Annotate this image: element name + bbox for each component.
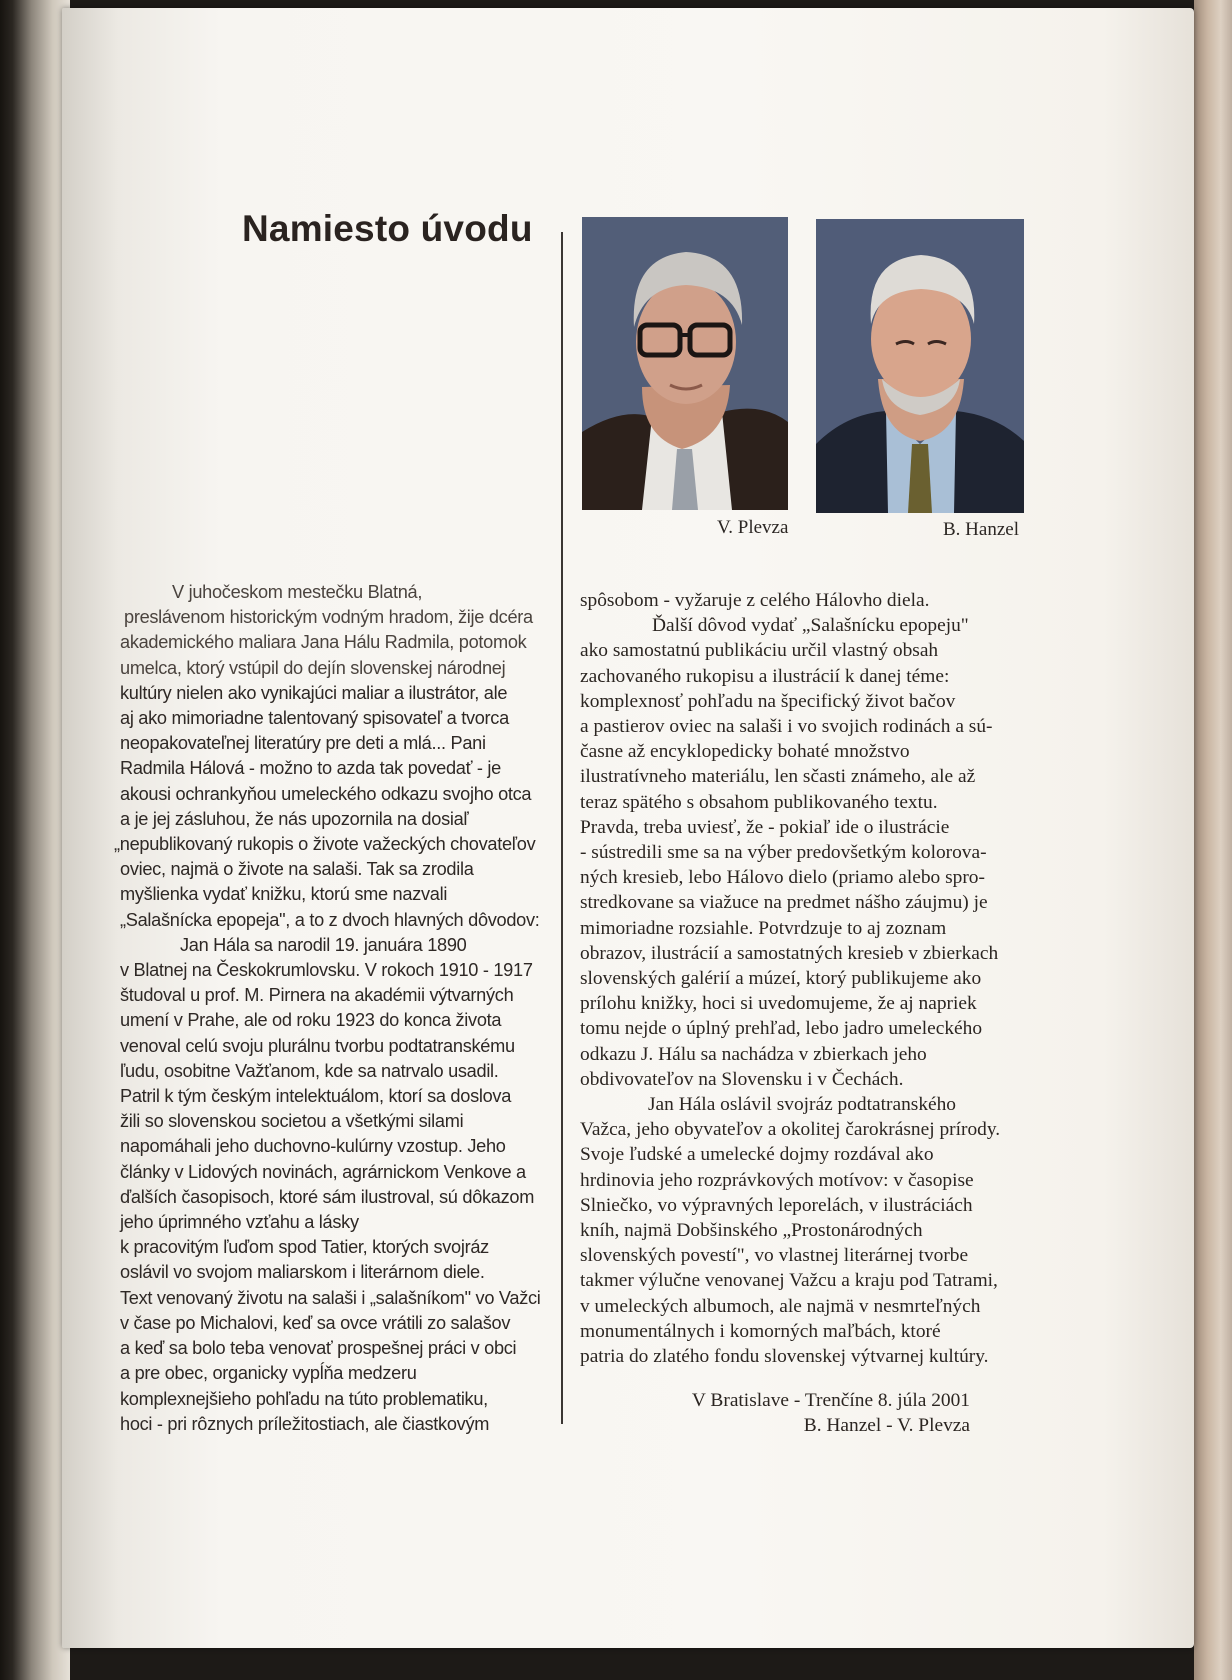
text-line: Radmila Hálová - možno to azda tak povedať - je [120,758,501,779]
signature-authors: B. Hanzel - V. Plevza [803,1415,970,1436]
text-line: zachovaného rukopisu a ilustrácií k danej téme: [580,665,950,687]
text-line: v umeleckých albumoch, ale najmä v nesmrteľných [580,1295,981,1317]
text-line: preslávenom historickým vodným hradom, žije dcéra [124,607,533,628]
text-line: neopakovateľnej literatúry pre deti a mlá... Pani [120,733,486,754]
portrait-hanzel-illustration [816,219,1024,513]
text-line: Slniečko, vo výpravných leporelách, v ilustráciách [580,1194,973,1216]
text-line: v Blatnej na Českokrumlovsku. V rokoch 1910 - 1917 [120,960,533,981]
text-line: hoci - pri rôznych príležitostiach, ale čiastkovým [120,1413,490,1434]
text-line: kultúry nielen ako vynikajúci maliar a ilustrátor, ale [120,682,508,703]
text-line: ľudu, osobitne Važťanom, kde sa natrvalo usadil. [120,1060,499,1081]
text-line: a je jej zásluhou, že nás upozornila na dosiaľ [120,808,469,829]
text-line: umelca, ktorý vstúpil do dejín slovenskej národnej [120,657,506,678]
photo-caption-plevza: V. Plevza [717,517,789,538]
text-line: V juhočeskom mestečku Blatná, [172,582,423,602]
text-line: „Salašnícka epopeja", a to z dvoch hlavných dôvodov: [120,909,540,930]
text-line: monumentálnych i komorných maľbách, ktoré [580,1320,941,1342]
text-line: študoval u prof. M. Pirnera na akadémii výtvarných [120,985,514,1006]
text-line: prílohu knižky, hoci si uvedomujeme, že aj napriek [580,993,977,1015]
book-binding [0,0,70,1680]
text-line: hrdinovia jeho rozprávkových motívov: v časopise [580,1169,974,1191]
text-line: k pracovitým ľuďom spod Tatier, ktorých svojráz [120,1237,489,1258]
text-line: - sústredili sme sa na výber predovšetkým kolorova- [580,842,987,864]
text-line: jeho úprimného vzťahu a lásky [120,1212,359,1233]
text-line: obdivovateľov na Slovensku i v Čechách. [580,1068,904,1090]
text-line: časne až encyklopedicky bohaté množstvo [580,741,910,763]
text-line: ilustratívneho materiálu, len sčasti známeho, ale až [580,766,976,788]
photo-caption-hanzel: B. Hanzel [943,519,1019,540]
text-line: ných kresieb, lebo Hálovo dielo (priamo alebo spro- [580,867,985,889]
text-line: teraz spätého s obsahom publikovaného textu. [580,791,938,813]
text-line: Pravda, treba uviesť, že - pokiaľ ide o ilustrácie [580,816,950,838]
text-line: komplexnosť pohľadu na špecifický život bačov [580,690,956,712]
text-line: „nepublikovaný rukopis o živote važeckých chovateľov [114,834,536,855]
page-title: Namiesto úvodu [242,208,533,249]
text-line: mimoriadne rozsiahle. Potvrdzuje to aj zoznam [580,917,947,939]
text-line: tomu nejde o úplný prehľad, lebo jadro umeleckého [580,1018,983,1040]
text-line: ako samostatnú publikáciu určil vlastný obsah [580,640,939,662]
text-line: a pre obec, organicky vypĺňa medzeru [120,1363,417,1384]
text-line: kníh, najmä Dobšinského „Prostonárodných [580,1220,923,1242]
text-line: Važca, jeho obyvateľov a okolitej čarokrásnej prírody. [580,1119,1001,1141]
text-line: patria do zlatého fondu slovenskej výtvarnej kultúry. [580,1346,989,1368]
text-line: akademického maliara Jana Hálu Radmila, potomok [120,632,527,653]
text-line: žili so slovenskou societou a všetkými silami [120,1111,464,1132]
text-line: aj ako mimoriadne talentovaný spisovateľ a tvorca [120,708,509,729]
text-line: akousi ochrankyňou umeleckého odkazu svojho otca [120,783,532,804]
text-line: odkazu J. Hálu sa nachádza v zbierkach jeho [580,1043,927,1065]
text-line: obrazov, ilustrácií a samostatných kresieb v zbierkach [580,942,999,964]
text-line: komplexnejšieho pohľadu na túto problematiku, [120,1388,488,1409]
text-line: oviec, najmä o živote na salaši. Tak sa zrodila [120,859,474,880]
signature-place-date: V Bratislave - Trenčíne 8. júla 2001 [691,1390,970,1411]
text-line: napomáhali jeho duchovno-kulúrny vzostup. Jeho [120,1136,506,1157]
book-page [62,8,1194,1648]
text-line: Ďalší dôvod vydať „Salašnícku epopeju" [652,615,969,637]
text-line: umení v Prahe, ale od roku 1923 do konca života [120,1010,502,1031]
text-line: venoval celú svoju plurálnu tvorbu podtatranskému [120,1035,515,1056]
text-line: Patril k tým českým intelektuálom, ktorí sa doslova [120,1086,512,1107]
text-line: takmer výlučne venovanej Važcu a kraju pod Tatrami, [580,1270,998,1292]
text-line: spôsobom - vyžaruje z celého Hálovho diela. [580,590,930,611]
text-line: a keď sa bolo teba venovať prospešnej práci v obci [120,1338,517,1359]
text-line: články v Lidových novinách, agrárnickom Venkove a [120,1161,526,1182]
book-cover-edge [1194,0,1232,1680]
text-column-left [110,580,562,1437]
text-line: Jan Hála oslávil svojráz podtatranského [648,1094,957,1116]
portrait-plevza-illustration [582,217,788,510]
text-line: Jan Hála sa narodil 19. januára 1890 [180,934,467,955]
text-line: Text venovaný životu na salaši i „salašníkom" vo Važci [120,1287,541,1308]
text-line: Svoje ľudské a umelecké dojmy rozdával ako [580,1144,934,1166]
text-line: a pastierov oviec na salaši i vo svojich rodinách a sú- [580,716,993,738]
text-column-right [580,588,1020,1369]
text-line: v čase po Michalovi, keď sa ovce vrátili zo salašov [120,1312,511,1333]
text-line: stredkovane sa viažuce na predmet nášho záujmu) je [580,892,988,914]
text-line: oslávil vo svojom maliarskom i literárnom diele. [120,1262,485,1283]
text-line: slovenských galérií a múzeí, ktorý publikujeme ako [580,968,982,990]
text-line: slovenských povestí", vo vlastnej literárnej tvorbe [580,1245,969,1267]
portrait-photo-plevza [582,217,788,510]
signature-block [692,1388,970,1438]
text-line: myšlienka vydať knižku, ktorú sme nazvali [120,884,448,905]
portrait-photo-hanzel [816,219,1024,513]
text-line: ďalších časopisoch, ktoré sám ilustroval, sú dôkazom [120,1186,535,1207]
